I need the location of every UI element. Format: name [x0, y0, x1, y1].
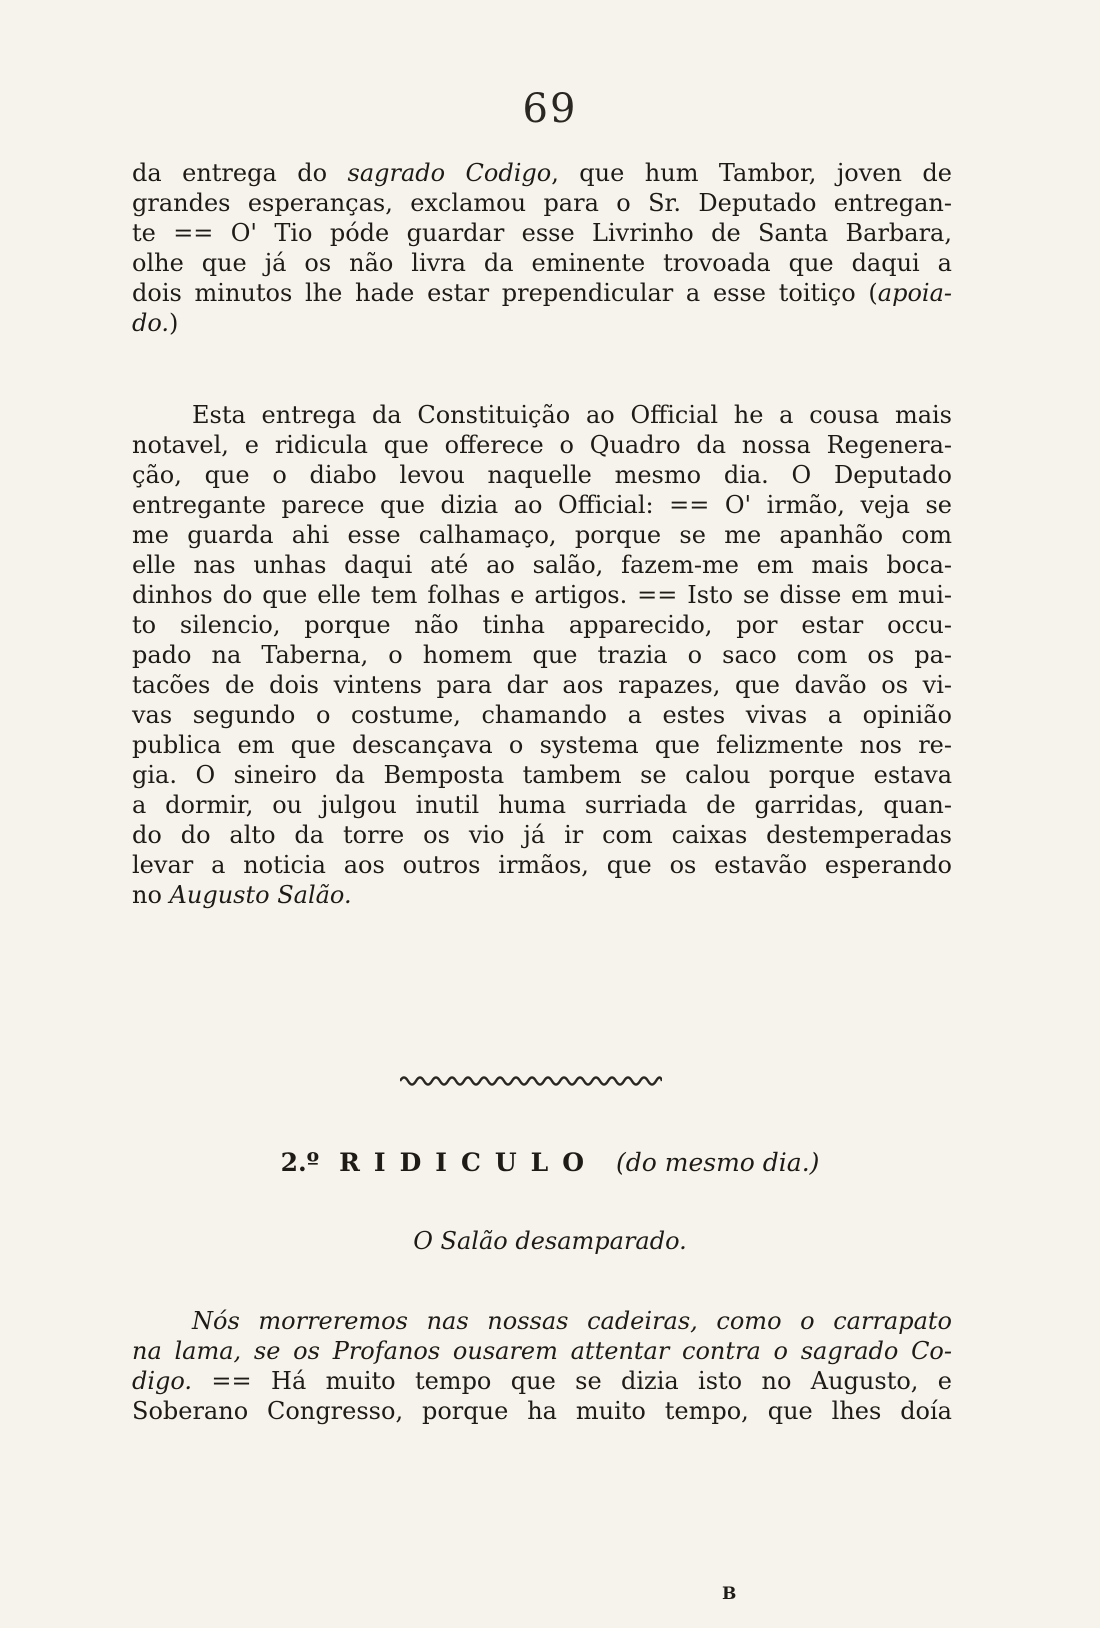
text-line: publica em que descançava o systema que felizmente nos re-	[132, 731, 952, 759]
italic-term: do.	[132, 309, 170, 337]
italic-term: Augusto Salão.	[169, 881, 352, 909]
text-fragment: no	[132, 881, 170, 909]
text-line: gia. O sineiro da Bemposta tambem se calou porque estava	[132, 761, 952, 789]
italic-quote: na lama, se os Profanos ousarem attentar contra o sagrado Co-	[132, 1337, 952, 1365]
text-line: te == O' Tio póde guardar esse Livrinho de Santa Barbara,	[132, 219, 952, 247]
text-line: vas segundo o costume, chamando a estes vivas a opinião	[132, 701, 952, 729]
section-number: 2.º	[280, 1148, 320, 1177]
text-line	[132, 880, 952, 910]
section-heading	[0, 1148, 1100, 1177]
text-line	[132, 1306, 952, 1336]
text-line: dois minutos lhe hade estar prependicular a esse toitiço (apoia-	[132, 279, 952, 307]
section-title: RIDICULO	[339, 1148, 599, 1177]
text-line: to silencio, porque não tinha apparecido, por estar occu-	[132, 611, 952, 639]
text-line: dinhos do que elle tem folhas e artigos. == Isto se disse em mui-	[132, 581, 952, 609]
italic-term: sagrado Codigo	[347, 159, 552, 187]
text-line: grandes esperanças, exclamou para o Sr. Deputado entregan-	[132, 189, 952, 217]
text-line: olhe que já os não livra da eminente trovoada que daqui a	[132, 249, 952, 277]
text-line: da entrega do sagrado Codigo, que hum Tambor, joven de	[132, 159, 952, 187]
text-line	[132, 1336, 952, 1366]
text-line: ção, que o diabo levou naquelle mesmo dia. O Deputado	[132, 461, 952, 489]
text-line: pado na Taberna, o homem que trazia o saco com os pa-	[132, 641, 952, 669]
text-line: levar a noticia aos outros irmãos, que os estavão esperando	[132, 851, 952, 879]
text-line: do do alto da torre os vio já ir com caixas destemperadas	[132, 821, 952, 849]
ornamental-rule	[400, 1072, 662, 1090]
italic-term: apoia-	[877, 279, 952, 307]
text-line: do.)	[132, 309, 179, 337]
text-line: entregante parece que dizia ao Official: == O' irmão, veja se	[132, 491, 952, 519]
text-line	[132, 1366, 952, 1396]
section-date: (do mesmo dia.)	[616, 1148, 820, 1177]
text-line: Soberano Congresso, porque ha muito tempo, que lhes doía	[132, 1397, 952, 1425]
paragraph-2	[132, 400, 952, 910]
text-line: me guarda ahi esse calhamaço, porque se me apanhão com	[132, 521, 952, 549]
text-line: elle nas unhas daqui até ao salão, fazem-me em mais boca-	[132, 551, 952, 579]
italic-quote: Nós morreremos nas nossas cadeiras, como o carrapato	[192, 1307, 952, 1335]
signature-mark: B	[722, 1584, 737, 1604]
text-line: Esta entrega da Constituição ao Official he a cousa mais	[192, 401, 952, 429]
section-subtitle: O Salão desamparado.	[413, 1227, 687, 1255]
text-line: a dormir, ou julgou inutil huma surriada de garridas, quan-	[132, 791, 952, 819]
paragraph-3	[132, 1306, 952, 1426]
paragraph-1	[132, 158, 952, 338]
page-number: 69	[522, 86, 578, 132]
italic-quote: digo.	[132, 1367, 193, 1395]
text-fragment: == Há muito tempo que se dizia isto no Augusto, e	[192, 1367, 952, 1395]
text-line: tacões de dois vintens para dar aos rapazes, que davão os vi-	[132, 671, 952, 699]
text-line: notavel, e ridicula que offerece o Quadro da nossa Regenera-	[132, 431, 952, 459]
